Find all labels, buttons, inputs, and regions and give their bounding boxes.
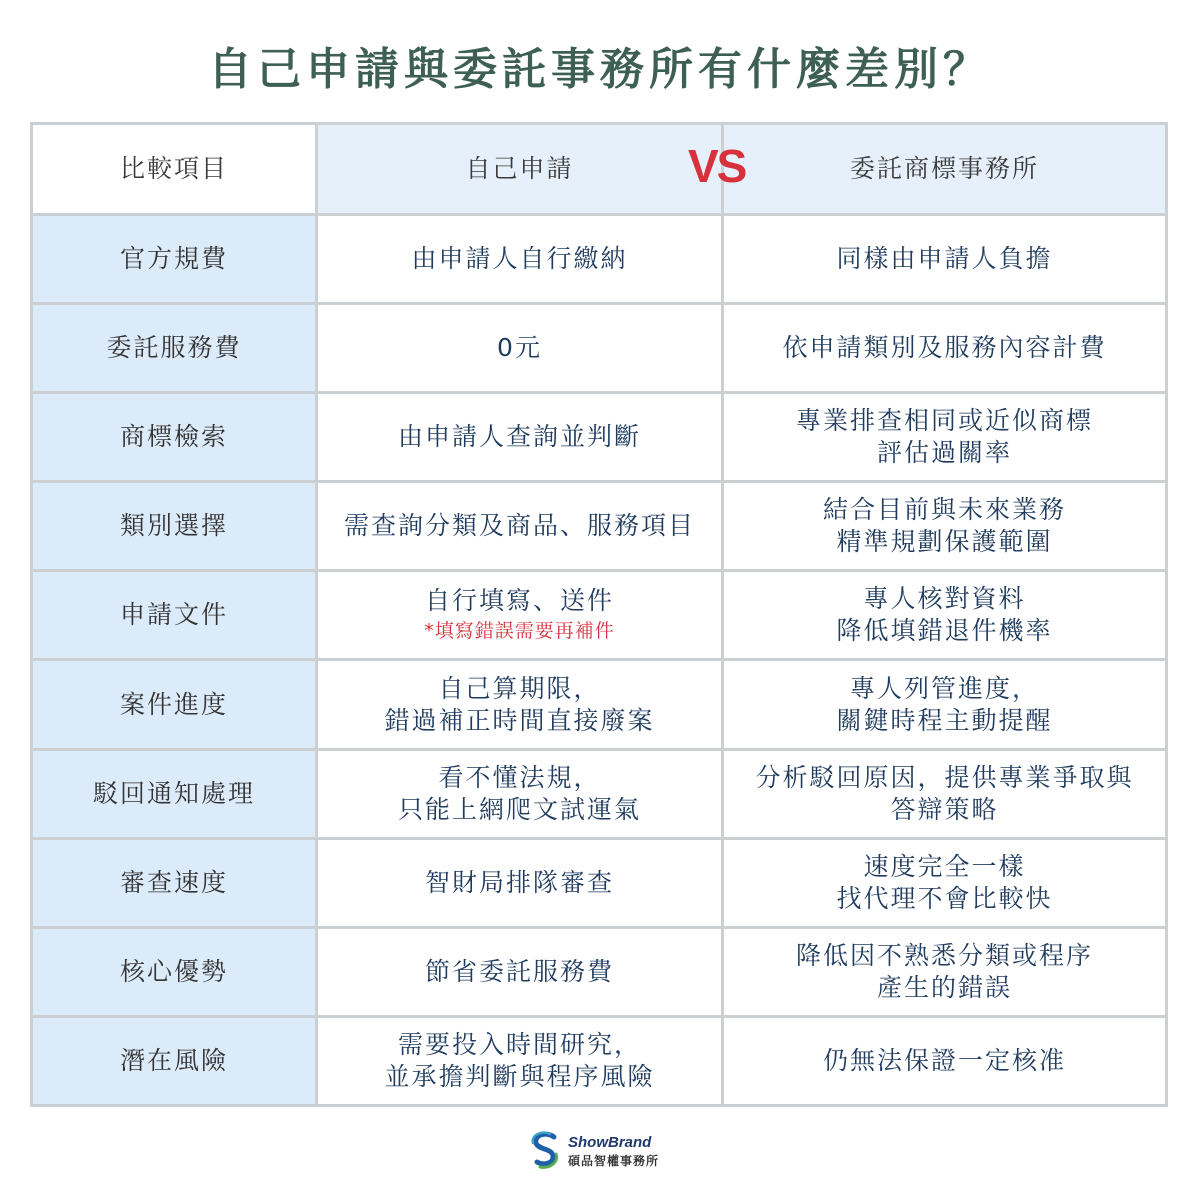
brand-name-zh: 碩品智權事務所: [568, 1154, 660, 1168]
agency-cell: [724, 483, 1165, 569]
cell-line: 錯過補正時間直接廢案: [384, 705, 655, 735]
cell-line: 關鍵時程主動提醒: [836, 705, 1053, 735]
cell-line: 並承擔判斷與程序風險: [384, 1061, 655, 1091]
cell-line: 降低填錯退件機率: [836, 616, 1053, 646]
header-self-apply: 自己申請: [318, 125, 721, 213]
row-label-cell: 委託服務費: [33, 305, 315, 391]
row-label-cell: 申請文件: [33, 572, 315, 658]
cell-line: 分析駁回原因，提供專業爭取與: [755, 762, 1134, 792]
page-title: 自己申請與委託事務所有什麼差別？: [208, 44, 992, 95]
agency-cell: [724, 394, 1165, 480]
self-apply-cell: [318, 572, 721, 658]
self-apply-cell: [318, 661, 721, 747]
cell-line: 0元: [497, 333, 542, 363]
self-apply-cell: [318, 840, 721, 926]
cell-line: 需要投入時間研究，: [397, 1029, 641, 1059]
cell-line: 專人列管進度，: [849, 673, 1039, 703]
cell-line: 由申請人自行繳納: [411, 244, 628, 274]
cell-line: 找代理不會比較快: [836, 883, 1053, 913]
cell-line: 專業排查相同或近似商標: [795, 406, 1093, 436]
cell-line: 看不懂法規，: [438, 762, 601, 792]
row-label-cell: 官方規費: [33, 216, 315, 302]
cell-line: 仍無法保證一定核准: [822, 1045, 1066, 1075]
comparison-table: [30, 122, 1168, 1107]
footer-logo: [528, 1131, 678, 1171]
cell-line: 由申請人查詢並判斷: [397, 422, 641, 452]
showbrand-s-logo-icon: [528, 1131, 562, 1169]
cell-line: 精準規劃保護範圍: [836, 527, 1053, 557]
row-label-cell: 駁回通知處理: [33, 751, 315, 837]
agency-cell: [724, 840, 1165, 926]
row-label-cell: 類別選擇: [33, 483, 315, 569]
row-label-cell: 核心優勢: [33, 929, 315, 1015]
self-apply-cell: [318, 305, 721, 391]
self-apply-cell: [318, 483, 721, 569]
cell-line: 評估過關率: [876, 438, 1012, 468]
cell-line: 結合目前與未來業務: [822, 495, 1066, 525]
self-apply-cell: [318, 751, 721, 837]
header-compare-item: 比較項目: [33, 125, 315, 213]
cell-line: 產生的錯誤: [876, 972, 1012, 1002]
cell-line: 專人核對資料: [863, 584, 1026, 614]
self-apply-cell: [318, 394, 721, 480]
row-label-cell: 案件進度: [33, 661, 315, 747]
self-apply-cell: [318, 216, 721, 302]
agency-cell: [724, 305, 1165, 391]
cell-line: 智財局排隊審查: [424, 867, 614, 897]
header-agency: 委託商標事務所: [724, 125, 1165, 213]
cell-line: 只能上網爬文試運氣: [397, 794, 641, 824]
cell-line: 需查詢分類及商品、服務項目: [343, 511, 695, 541]
agency-cell: [724, 1018, 1165, 1104]
agency-cell: [724, 661, 1165, 747]
agency-cell: [724, 216, 1165, 302]
vs-label: VS: [688, 140, 746, 192]
agency-cell: [724, 751, 1165, 837]
row-label-cell: 潛在風險: [33, 1018, 315, 1104]
cell-line: 降低因不熟悉分類或程序: [795, 940, 1093, 970]
brand-name-en: ShowBrand: [568, 1134, 652, 1151]
agency-cell: [724, 572, 1165, 658]
self-apply-cell: [318, 929, 721, 1015]
cell-line: 節省委託服務費: [424, 956, 614, 986]
agency-cell: [724, 929, 1165, 1015]
cell-line: 自行填寫、送件: [424, 586, 614, 616]
warning-note: *填寫錯誤需要再補件: [424, 620, 615, 643]
cell-line: 速度完全一樣: [863, 851, 1026, 881]
row-label-cell: 商標檢索: [33, 394, 315, 480]
cell-line: 答辯策略: [890, 794, 999, 824]
cell-line: 同樣由申請人負擔: [836, 244, 1053, 274]
cell-line: 自己算期限，: [438, 673, 601, 703]
row-label-cell: 審查速度: [33, 840, 315, 926]
self-apply-cell: [318, 1018, 721, 1104]
cell-line: 依申請類別及服務內容計費: [782, 333, 1107, 363]
